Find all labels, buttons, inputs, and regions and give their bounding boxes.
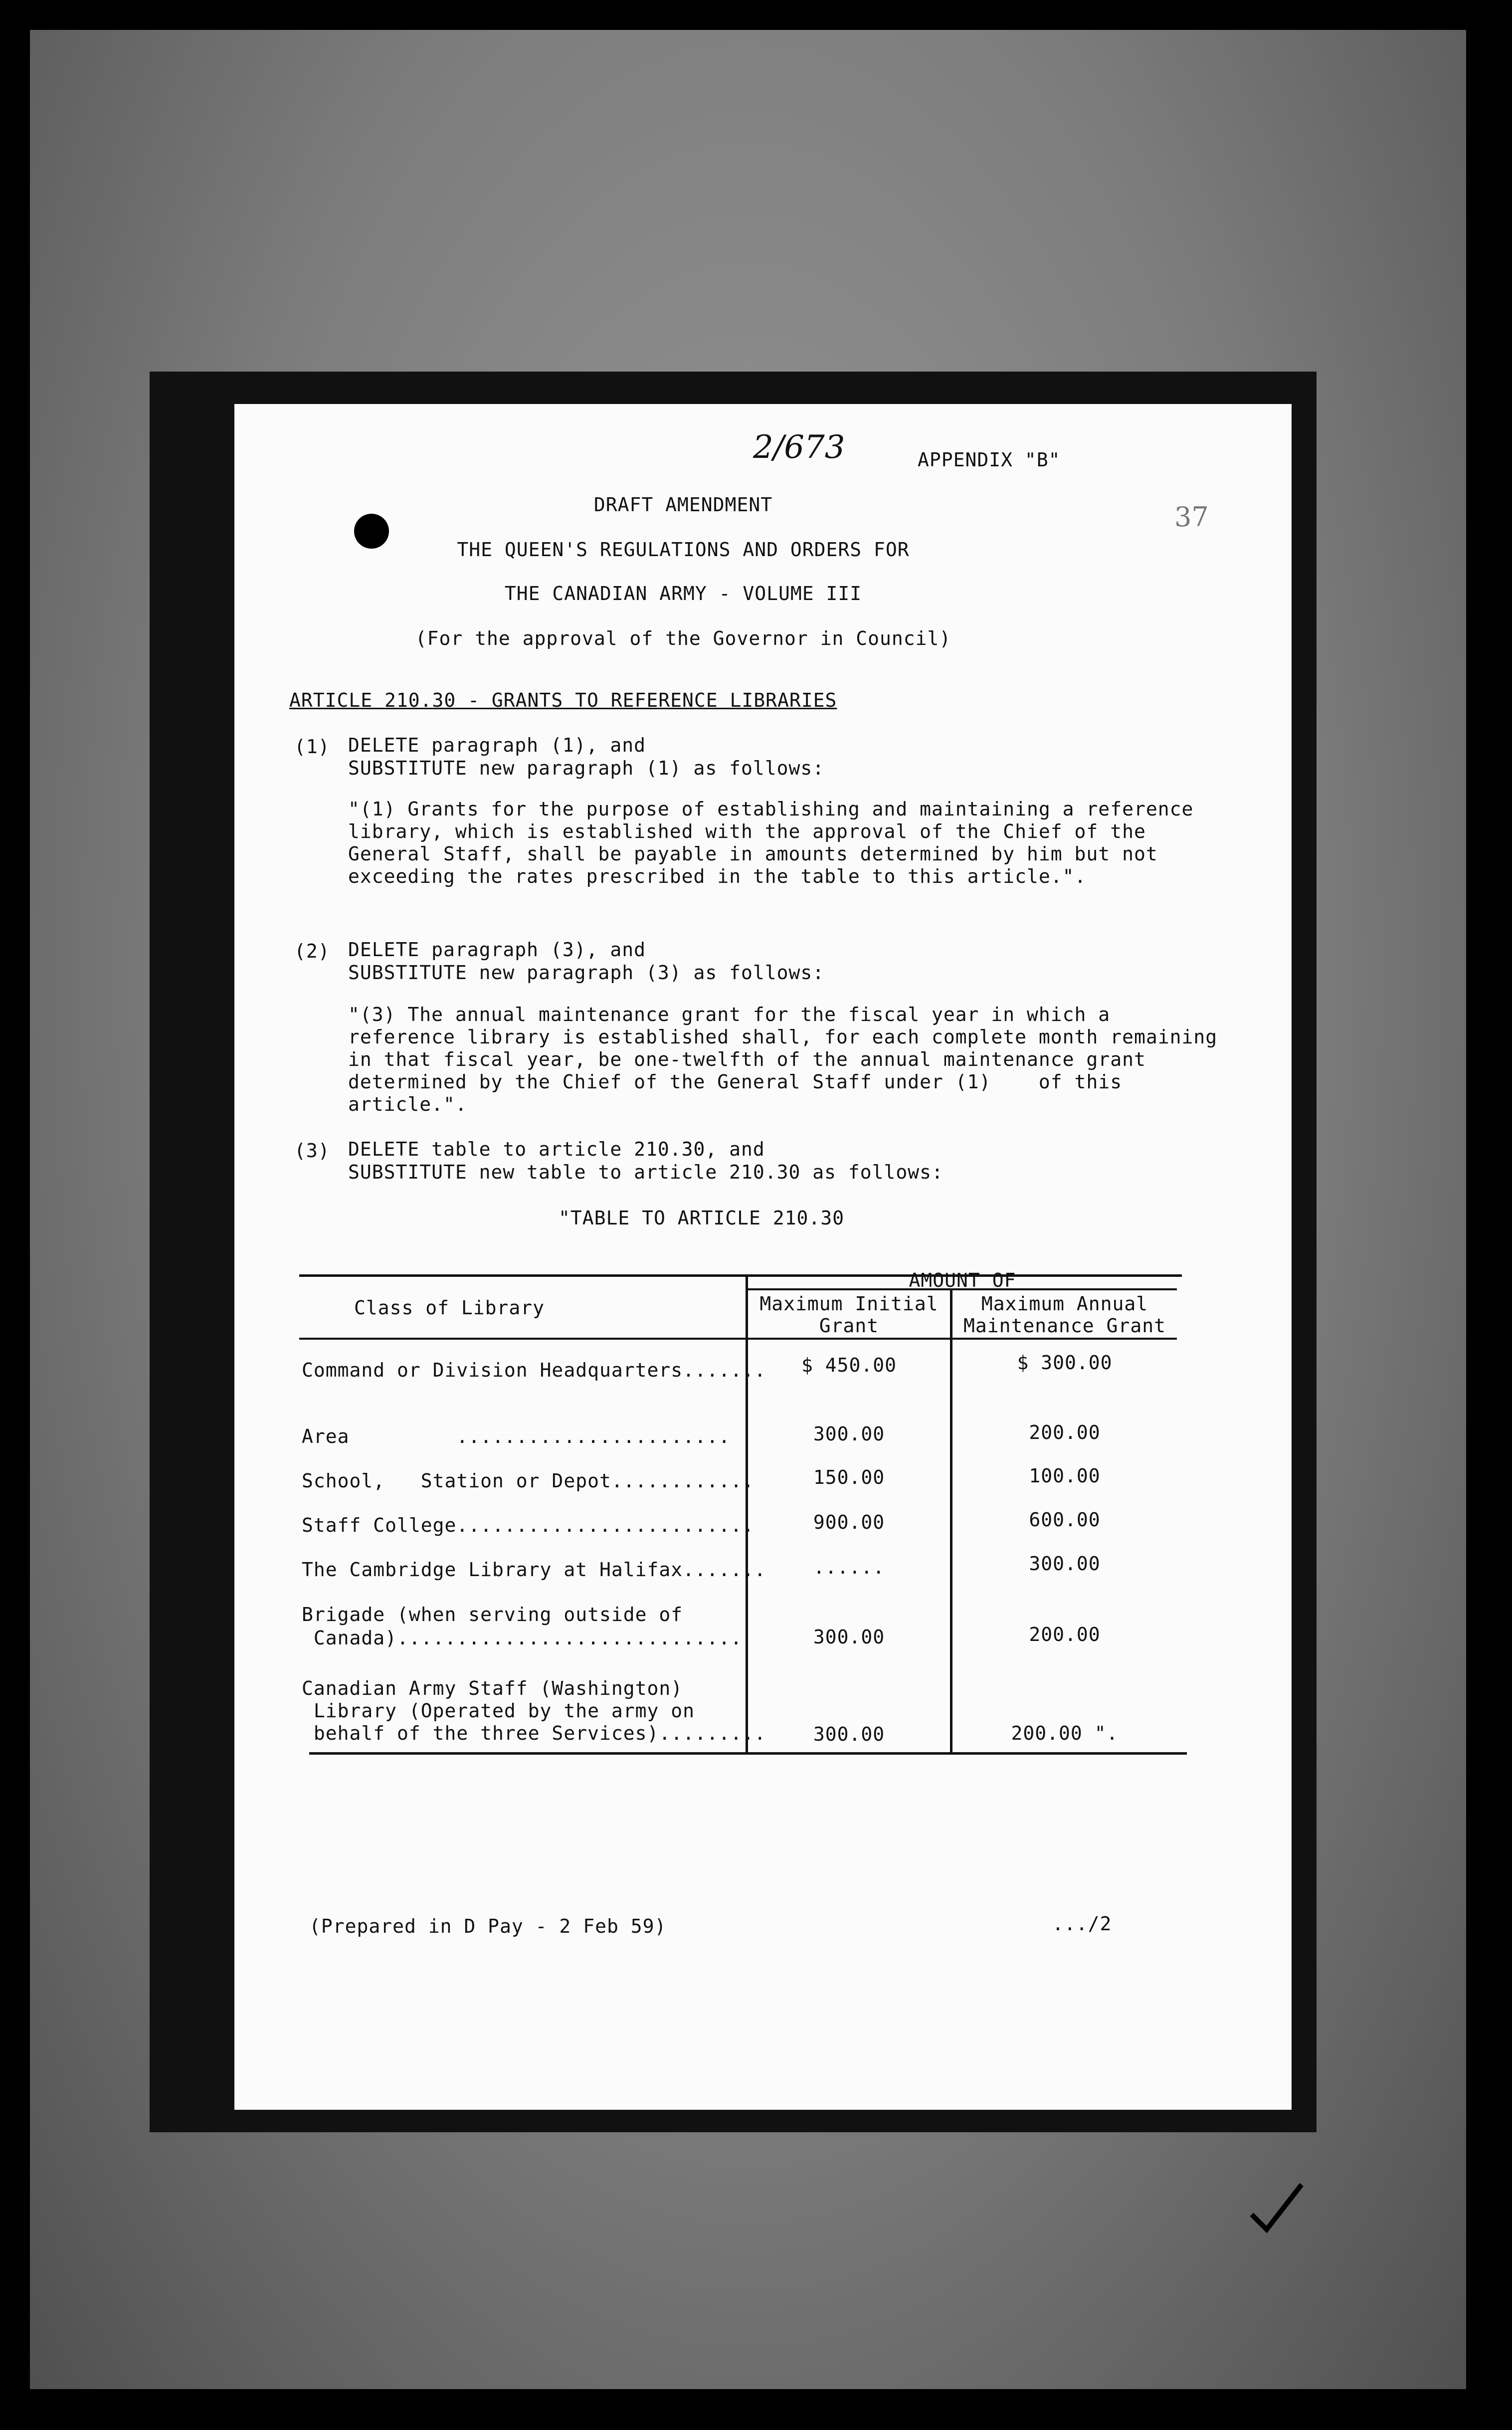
table-cell-annual: 200.00 — [1029, 1623, 1101, 1645]
table-row-label: Staff College......................... — [302, 1514, 755, 1536]
quote-line: reference library is established shall, for each complete month remaining — [348, 1026, 1218, 1048]
quote-line: article.". — [348, 1093, 467, 1115]
item-line: DELETE table to article 210.30, and — [348, 1138, 765, 1160]
table-cell-initial: 300.00 — [813, 1423, 885, 1445]
table-title: "TABLE TO ARTICLE 210.30 — [559, 1207, 845, 1229]
continued-marker: .../2 — [1052, 1913, 1112, 1935]
item-number: (2) — [294, 940, 330, 962]
handwritten-file-number: 2/673 — [753, 429, 845, 466]
header-line-2: THE QUEEN'S REGULATIONS AND ORDERS FOR — [457, 539, 910, 561]
col-header-initial: Maximum Initial — [759, 1293, 939, 1315]
table-cell-initial: 900.00 — [813, 1511, 885, 1533]
table-row-label: behalf of the three Services)......... — [302, 1722, 766, 1744]
quote-line: "(3) The annual maintenance grant for the fiscal year in which a — [348, 1004, 1111, 1025]
table-row-label: Brigade (when serving outside of — [302, 1604, 683, 1625]
quote-line: "(1) Grants for the purpose of establishing and maintaining a reference — [348, 798, 1194, 820]
col-header-annual: Maintenance Grant — [963, 1315, 1166, 1337]
table-bottom-rule — [309, 1752, 1187, 1755]
col-header-class: Class of Library — [354, 1297, 545, 1319]
checkmark-mark — [1247, 2180, 1307, 2239]
item-number: (3) — [294, 1140, 330, 1162]
article-heading: ARTICLE 210.30 - GRANTS TO REFERENCE LIBRARIES — [289, 689, 837, 711]
prepared-note: (Prepared in D Pay - 2 Feb 59) — [309, 1915, 667, 1937]
table-header-rule — [299, 1338, 1177, 1340]
table-cell-annual: 200.00 ". — [1011, 1722, 1119, 1744]
table-row-label: Canada)............................. — [302, 1627, 743, 1649]
table-row-label: School, Station or Depot............ — [302, 1470, 755, 1492]
col-group-header: AMOUNT OF — [909, 1269, 1016, 1291]
table-cell-initial: 300.00 — [813, 1723, 885, 1745]
table-cell-initial: ...... — [813, 1556, 885, 1578]
quote-line: General Staff, shall be payable in amounts determined by him but not — [348, 843, 1158, 865]
item-line: SUBSTITUTE new paragraph (1) as follows: — [348, 757, 825, 779]
table-cell-initial: 300.00 — [813, 1626, 885, 1648]
appendix-label: APPENDIX "B" — [918, 449, 1061, 471]
item-line: DELETE paragraph (1), and — [348, 734, 646, 756]
item-line: SUBSTITUTE new paragraph (3) as follows: — [348, 962, 825, 984]
table-cell-annual: 200.00 — [1029, 1421, 1101, 1443]
quote-line: exceeding the rates prescribed in the table to this article.". — [348, 865, 1087, 887]
table-row-label: Command or Division Headquarters....... — [302, 1359, 766, 1381]
quote-line: determined by the Chief of the General Staff under (1) of this — [348, 1071, 1123, 1093]
col-header-annual: Maximum Annual — [981, 1293, 1148, 1315]
table-cell-initial: 150.00 — [813, 1466, 885, 1488]
quote-line: library, which is established with the approval of the Chief of the — [348, 820, 1146, 842]
document-page — [234, 404, 1292, 2110]
table-cell-annual: 300.00 — [1029, 1553, 1101, 1575]
header-line-1: DRAFT AMENDMENT — [593, 494, 773, 516]
item-number: (1) — [294, 736, 330, 758]
header-line-3: THE CANADIAN ARMY - VOLUME III — [504, 583, 862, 605]
col-header-initial: Grant — [819, 1315, 879, 1337]
table-row-label: Area ....................... — [302, 1425, 731, 1447]
table-cell-annual: $ 300.00 — [1017, 1352, 1113, 1374]
item-line: SUBSTITUTE new table to article 210.30 as follows: — [348, 1161, 944, 1183]
table-cell-annual: 100.00 — [1029, 1465, 1101, 1487]
table-cell-initial: $ 450.00 — [801, 1354, 897, 1376]
table-row-label: The Cambridge Library at Halifax....... — [302, 1559, 766, 1581]
table-row-label: Canadian Army Staff (Washington) — [302, 1677, 683, 1699]
table-cell-annual: 600.00 — [1029, 1509, 1101, 1531]
quote-line: in that fiscal year, be one-twelfth of the annual maintenance grant — [348, 1048, 1146, 1070]
table-row-label: Library (Operated by the army on — [302, 1700, 695, 1722]
header-line-4: (For the approval of the Governor in Council) — [415, 627, 951, 649]
item-line: DELETE paragraph (3), and — [348, 939, 646, 961]
page-stamp-number: 37 — [1174, 501, 1209, 533]
